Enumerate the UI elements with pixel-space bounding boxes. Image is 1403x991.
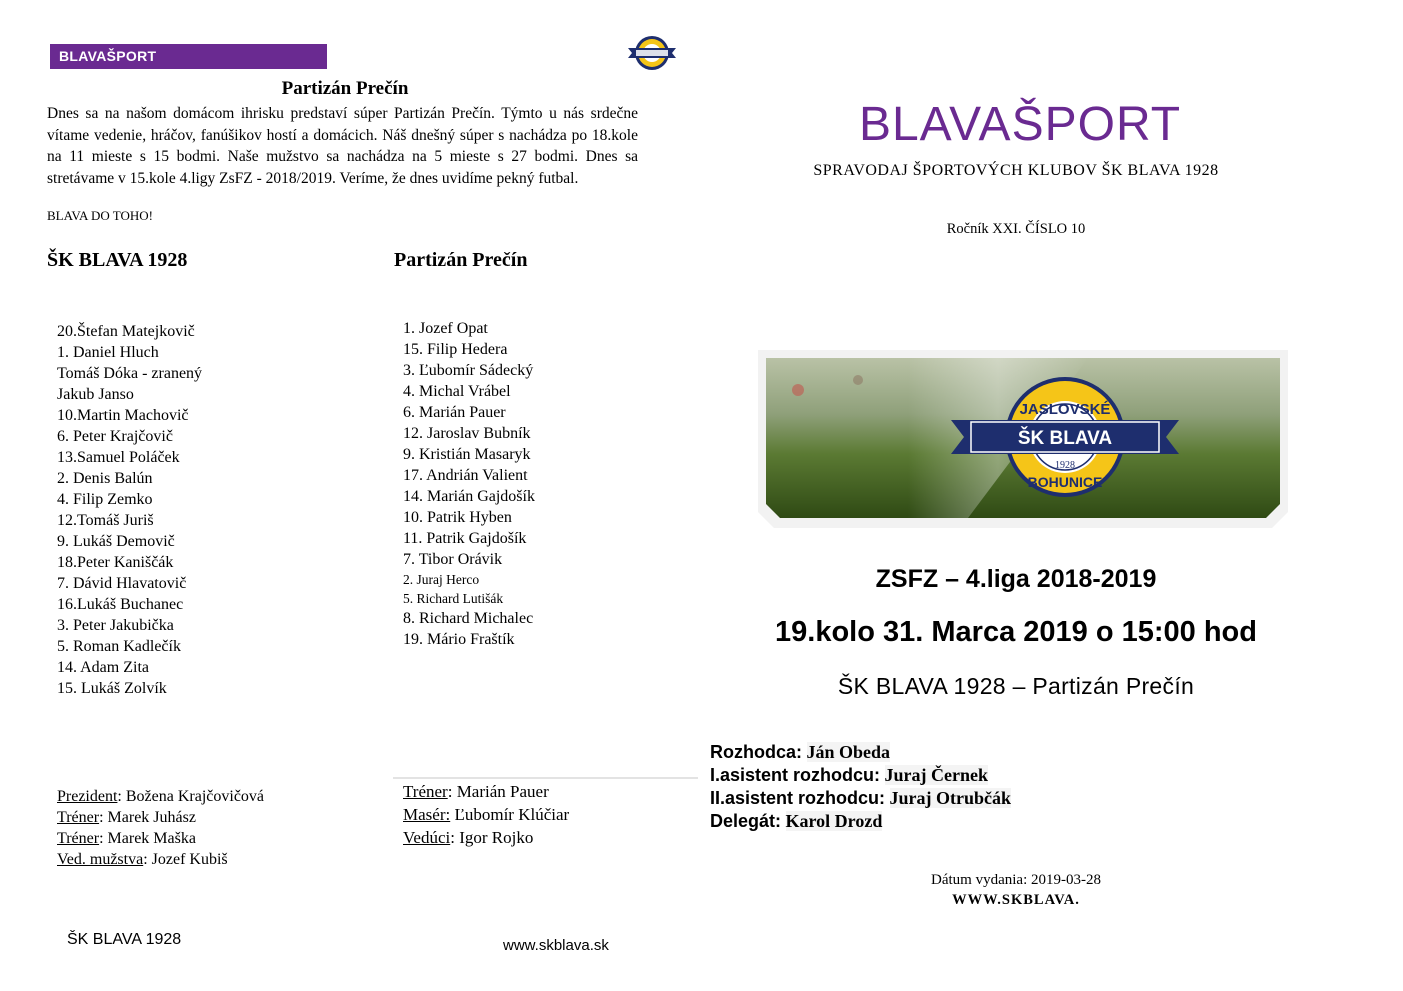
- staff-role: Vedúci: [403, 828, 451, 847]
- home-team-heading: ŠK BLAVA 1928: [47, 249, 188, 271]
- staff-row: [403, 826, 569, 849]
- brand-title: BLAVAŠPORT: [858, 98, 1182, 151]
- staff-name: Marek Juhász: [107, 809, 196, 826]
- home-player: 13.Samuel Poláček: [57, 449, 180, 466]
- logo-ribbon-text: ŠK BLAVA: [1017, 428, 1113, 449]
- home-roster: [57, 321, 202, 699]
- home-player: 4. Filip Zemko: [57, 491, 153, 508]
- home-player: 7. Dávid Hlavatovič: [57, 575, 187, 592]
- club-logo-small: [624, 33, 680, 73]
- away-player: 3. Ľubomír Sádecký: [403, 362, 534, 379]
- officials: [710, 741, 1011, 833]
- official-row: [710, 741, 1011, 764]
- staff-role: Masér:: [403, 805, 451, 824]
- staff-role: Tréner: [57, 830, 100, 847]
- home-player: 16.Lukáš Buchanec: [57, 596, 184, 613]
- staff-sep: :: [450, 828, 460, 847]
- away-player: 11. Patrik Gajdošík: [403, 530, 527, 547]
- logo-bottom-text: BOHUNICE: [1027, 474, 1103, 490]
- official-role: II.asistent rozhodcu:: [710, 788, 886, 808]
- staff-name: Jozef Kubiš: [151, 851, 228, 868]
- club-banner-image: [758, 350, 1288, 528]
- home-player: 18.Peter Kaniščák: [57, 554, 174, 571]
- website-link[interactable]: WWW.SKBLAVA.: [952, 892, 1080, 908]
- away-player: 14. Marián Gajdošík: [403, 488, 535, 505]
- home-player: 9. Lukáš Demovič: [57, 533, 175, 550]
- away-player: 10. Patrik Hyben: [403, 509, 512, 526]
- home-player: Jakub Janso: [57, 386, 134, 403]
- away-player: 6. Marián Pauer: [403, 404, 506, 421]
- staff-sep: :: [99, 830, 108, 847]
- logo-year-text: 1928: [1055, 460, 1075, 471]
- release-date: Dátum vydania: 2019-03-28: [931, 872, 1101, 888]
- away-player: 12. Jaroslav Bubník: [403, 425, 531, 442]
- away-player: 19. Mário Fraštík: [403, 631, 515, 648]
- staff-sep: :: [447, 782, 457, 801]
- league-title: ZSFZ – 4.liga 2018-2019: [875, 565, 1157, 593]
- home-player: 1. Daniel Hluch: [57, 344, 159, 361]
- away-player: 4. Michal Vrábel: [403, 383, 511, 400]
- staff-role: Prezident: [57, 788, 118, 805]
- staff-row: [57, 849, 264, 870]
- staff-name: Ľubomír Klúčiar: [454, 805, 570, 824]
- staff-sep: :: [117, 788, 126, 805]
- official-role: I.asistent rozhodcu:: [710, 765, 881, 785]
- away-player: 9. Kristián Masaryk: [403, 446, 531, 463]
- staff-row: [57, 828, 264, 849]
- official-name: Juraj Černek: [884, 765, 988, 785]
- staff-row: [403, 803, 569, 826]
- official-role: Rozhodca:: [710, 742, 802, 762]
- away-staff: [403, 780, 569, 849]
- home-player: 10.Martin Machovič: [57, 407, 189, 424]
- staff-name: Marek Maška: [107, 830, 196, 847]
- away-player: 8. Richard Michalec: [403, 610, 534, 627]
- intro-title: Partizán Prečín: [281, 78, 409, 99]
- home-player: 12.Tomáš Juriš: [57, 512, 154, 529]
- official-row: [710, 787, 1011, 810]
- logo-top-text: JASLOVSKÉ: [1019, 401, 1111, 418]
- staff-row: [57, 786, 264, 807]
- official-name: Juraj Otrubčák: [889, 788, 1012, 808]
- staff-name: Božena Krajčovičová: [125, 788, 265, 805]
- staff-name: Marián Pauer: [456, 782, 549, 801]
- home-player: 6. Peter Krajčovič: [57, 428, 173, 445]
- away-team-heading: Partizán Prečín: [394, 249, 528, 271]
- official-name: Ján Obeda: [806, 742, 891, 762]
- staff-name: Igor Rojko: [459, 828, 534, 847]
- away-player: 1. Jozef Opat: [403, 320, 488, 337]
- away-roster: [403, 318, 535, 650]
- home-staff: [57, 786, 264, 870]
- home-player: 2. Denis Balún: [57, 470, 153, 487]
- intro-closing: BLAVA DO TOHO!: [47, 208, 153, 223]
- footer-website[interactable]: www.skblava.sk: [503, 937, 609, 954]
- staff-role: Tréner: [57, 809, 100, 826]
- home-player: Tomáš Dóka - zranený: [57, 365, 203, 382]
- home-player: 5. Roman Kadlečík: [57, 638, 181, 655]
- official-row: [710, 764, 1011, 787]
- staff-sep: :: [99, 809, 108, 826]
- away-player: 2. Juraj Herco: [403, 572, 480, 587]
- round-datetime: 19.kolo 31. Marca 2019 o 15:00 hod: [775, 616, 1257, 648]
- home-player: 15. Lukáš Zolvík: [57, 680, 167, 697]
- issue-number: Ročník XXI. ČÍSLO 10: [946, 221, 1086, 237]
- home-player: 14. Adam Zita: [57, 659, 149, 676]
- staff-row: [403, 780, 569, 803]
- staff-sep: :: [143, 851, 152, 868]
- divider: [393, 777, 698, 779]
- away-player: 7. Tibor Orávik: [403, 551, 503, 568]
- staff-role: Tréner: [403, 782, 448, 801]
- footer-club-name: ŠK BLAVA 1928: [67, 931, 182, 948]
- home-player: 20.Štefan Matejkovič: [57, 323, 195, 340]
- official-row: [710, 810, 1011, 833]
- matchup: ŠK BLAVA 1928 – Partizán Prečín: [837, 673, 1195, 699]
- away-player: 5. Richard Lutišák: [403, 591, 504, 606]
- official-role: Delegát:: [710, 811, 782, 831]
- intro-text: Dnes sa na našom domácom ihrisku predstaví súper Partizán Prečín. Týmto u nás srdečne vítame vedenie, hráčov, fanúšikov hostí a domácich. Náš dnešný súper s nachádza po 18.kole na 11 mieste s 15 bodmi. Naše mužstvo sa nachádza na 5 mieste s 27 bodmi. Dnes sa stretávame v 15.kole 4.ligy ZsFZ - 2018/2019. Veríme, že dnes uvidíme pekný futbal.: [47, 105, 638, 187]
- away-player: 17. Andrián Valient: [403, 467, 528, 484]
- away-player: 15. Filip Hedera: [403, 341, 508, 358]
- staff-role: Ved. mužstva: [57, 851, 144, 868]
- brand-subtitle: SPRAVODAJ ŠPORTOVÝCH KLUBOV ŠK BLAVA 1928: [813, 162, 1219, 179]
- header-bar: [50, 44, 327, 69]
- home-player: 3. Peter Jakubička: [57, 617, 174, 634]
- staff-row: [57, 807, 264, 828]
- official-name: Karol Drozd: [785, 811, 883, 831]
- header-bar-label: BLAVAŠPORT: [59, 48, 157, 64]
